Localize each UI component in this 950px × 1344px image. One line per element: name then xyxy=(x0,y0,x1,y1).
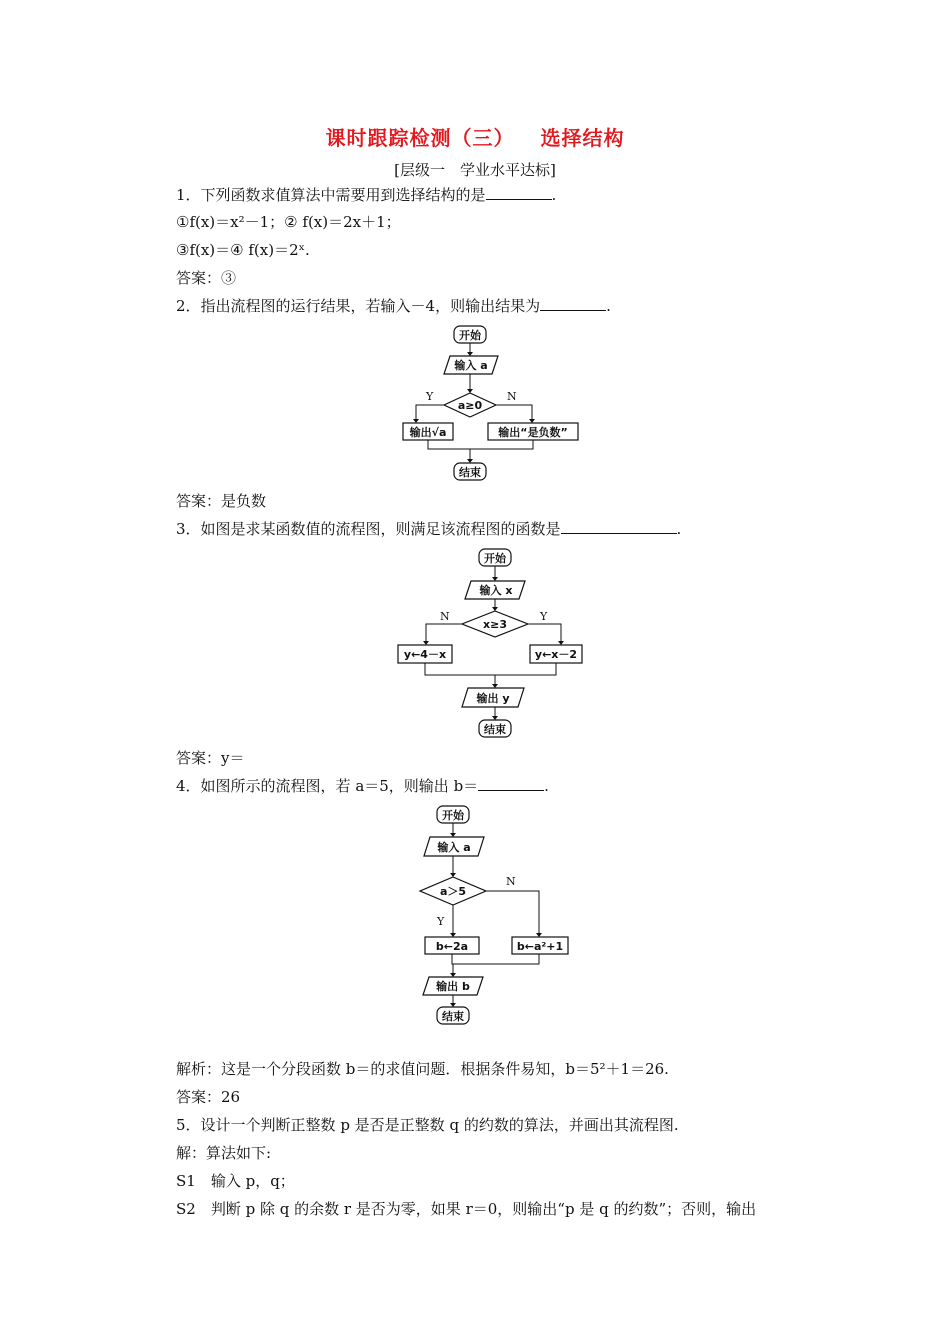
q3-answer: 答案：y＝ xyxy=(176,749,245,767)
q4-stem: 4．如图所示的流程图，若 a＝5，则输出 b＝ . xyxy=(176,777,549,795)
yes-label: Y xyxy=(540,610,548,623)
svg-text:输出 b: 输出 b xyxy=(436,980,470,993)
svg-text:输入 x: 输入 x xyxy=(479,584,513,597)
answer-blank xyxy=(478,776,544,791)
svg-text:输出“是负数”: 输出“是负数” xyxy=(498,426,568,439)
yes-label: Y xyxy=(437,915,445,928)
answer-blank xyxy=(561,519,677,534)
page-title xyxy=(0,122,950,151)
svg-text:开始: 开始 xyxy=(442,809,464,822)
answer-blank xyxy=(486,185,552,200)
svg-text:a＞5: a＞5 xyxy=(439,885,467,898)
svg-text:输出√a: 输出√a xyxy=(409,426,447,439)
q3-stem: 3．如图是求某函数值的流程图，则满足该流程图的函数是 . xyxy=(176,520,682,538)
q2-flowchart xyxy=(390,320,600,488)
q3-flowchart xyxy=(390,543,600,743)
svg-text:结束: 结束 xyxy=(484,723,506,736)
no-label: N xyxy=(506,875,516,888)
svg-text:b←a²+1: b←a²+1 xyxy=(516,940,564,953)
q5-step-1: S1 输入 p，q； xyxy=(176,1172,295,1190)
svg-text:y←x－2: y←x－2 xyxy=(534,648,578,661)
yes-label: Y xyxy=(426,390,434,403)
svg-text:开始: 开始 xyxy=(484,552,506,565)
answer-blank xyxy=(540,296,606,311)
svg-text:y←4－x: y←4－x xyxy=(403,648,447,661)
svg-text:输入 a: 输入 a xyxy=(437,841,471,854)
q1-stem: 1．下列函数求值算法中需要用到选择结构的是 . xyxy=(176,186,557,204)
q1-answer: 答案：③ xyxy=(176,269,237,287)
q2-stem: 2．指出流程图的运行结果，若输入－4，则输出结果为 . xyxy=(176,297,611,315)
title-main: 课时跟踪检测（三） xyxy=(325,126,515,150)
svg-text:开始: 开始 xyxy=(459,329,481,342)
svg-text:b←2a: b←2a xyxy=(435,940,469,953)
no-label: N xyxy=(507,390,517,403)
level-subtitle: [层级一 学业水平达标] xyxy=(394,161,556,179)
q4-flowchart xyxy=(400,800,580,1030)
svg-text:a≥0: a≥0 xyxy=(457,399,483,412)
svg-text:结束: 结束 xyxy=(459,466,481,479)
q2-answer: 答案：是负数 xyxy=(176,492,267,510)
q5-step-2: S2 判断 p 除 q 的余数 r 是否为零，如果 r＝0，则输出“p 是 q 的约数”；否则，输出 xyxy=(176,1200,757,1218)
q5-solution: 解：算法如下: xyxy=(176,1144,272,1162)
svg-text:x≥3: x≥3 xyxy=(483,618,507,631)
q4-analysis: 解析：这是一个分段函数 b＝的求值问题．根据条件易知，b＝5²＋1＝26. xyxy=(176,1060,669,1078)
q1-options-2: ③f(x)＝④ f(x)＝2ˣ. xyxy=(176,241,310,259)
no-label: N xyxy=(440,610,450,623)
q1-options-1: ①f(x)＝x²－1；② f(x)＝2x＋1； xyxy=(176,213,401,231)
q5-stem: 5．设计一个判断正整数 p 是否是正整数 q 的约数的算法，并画出其流程图. xyxy=(176,1116,679,1134)
svg-text:输入 a: 输入 a xyxy=(454,359,488,372)
title-topic: 选择结构 xyxy=(540,126,625,150)
svg-text:结束: 结束 xyxy=(442,1010,464,1023)
svg-text:输出 y: 输出 y xyxy=(476,692,510,705)
q4-answer: 答案：26 xyxy=(176,1088,241,1106)
